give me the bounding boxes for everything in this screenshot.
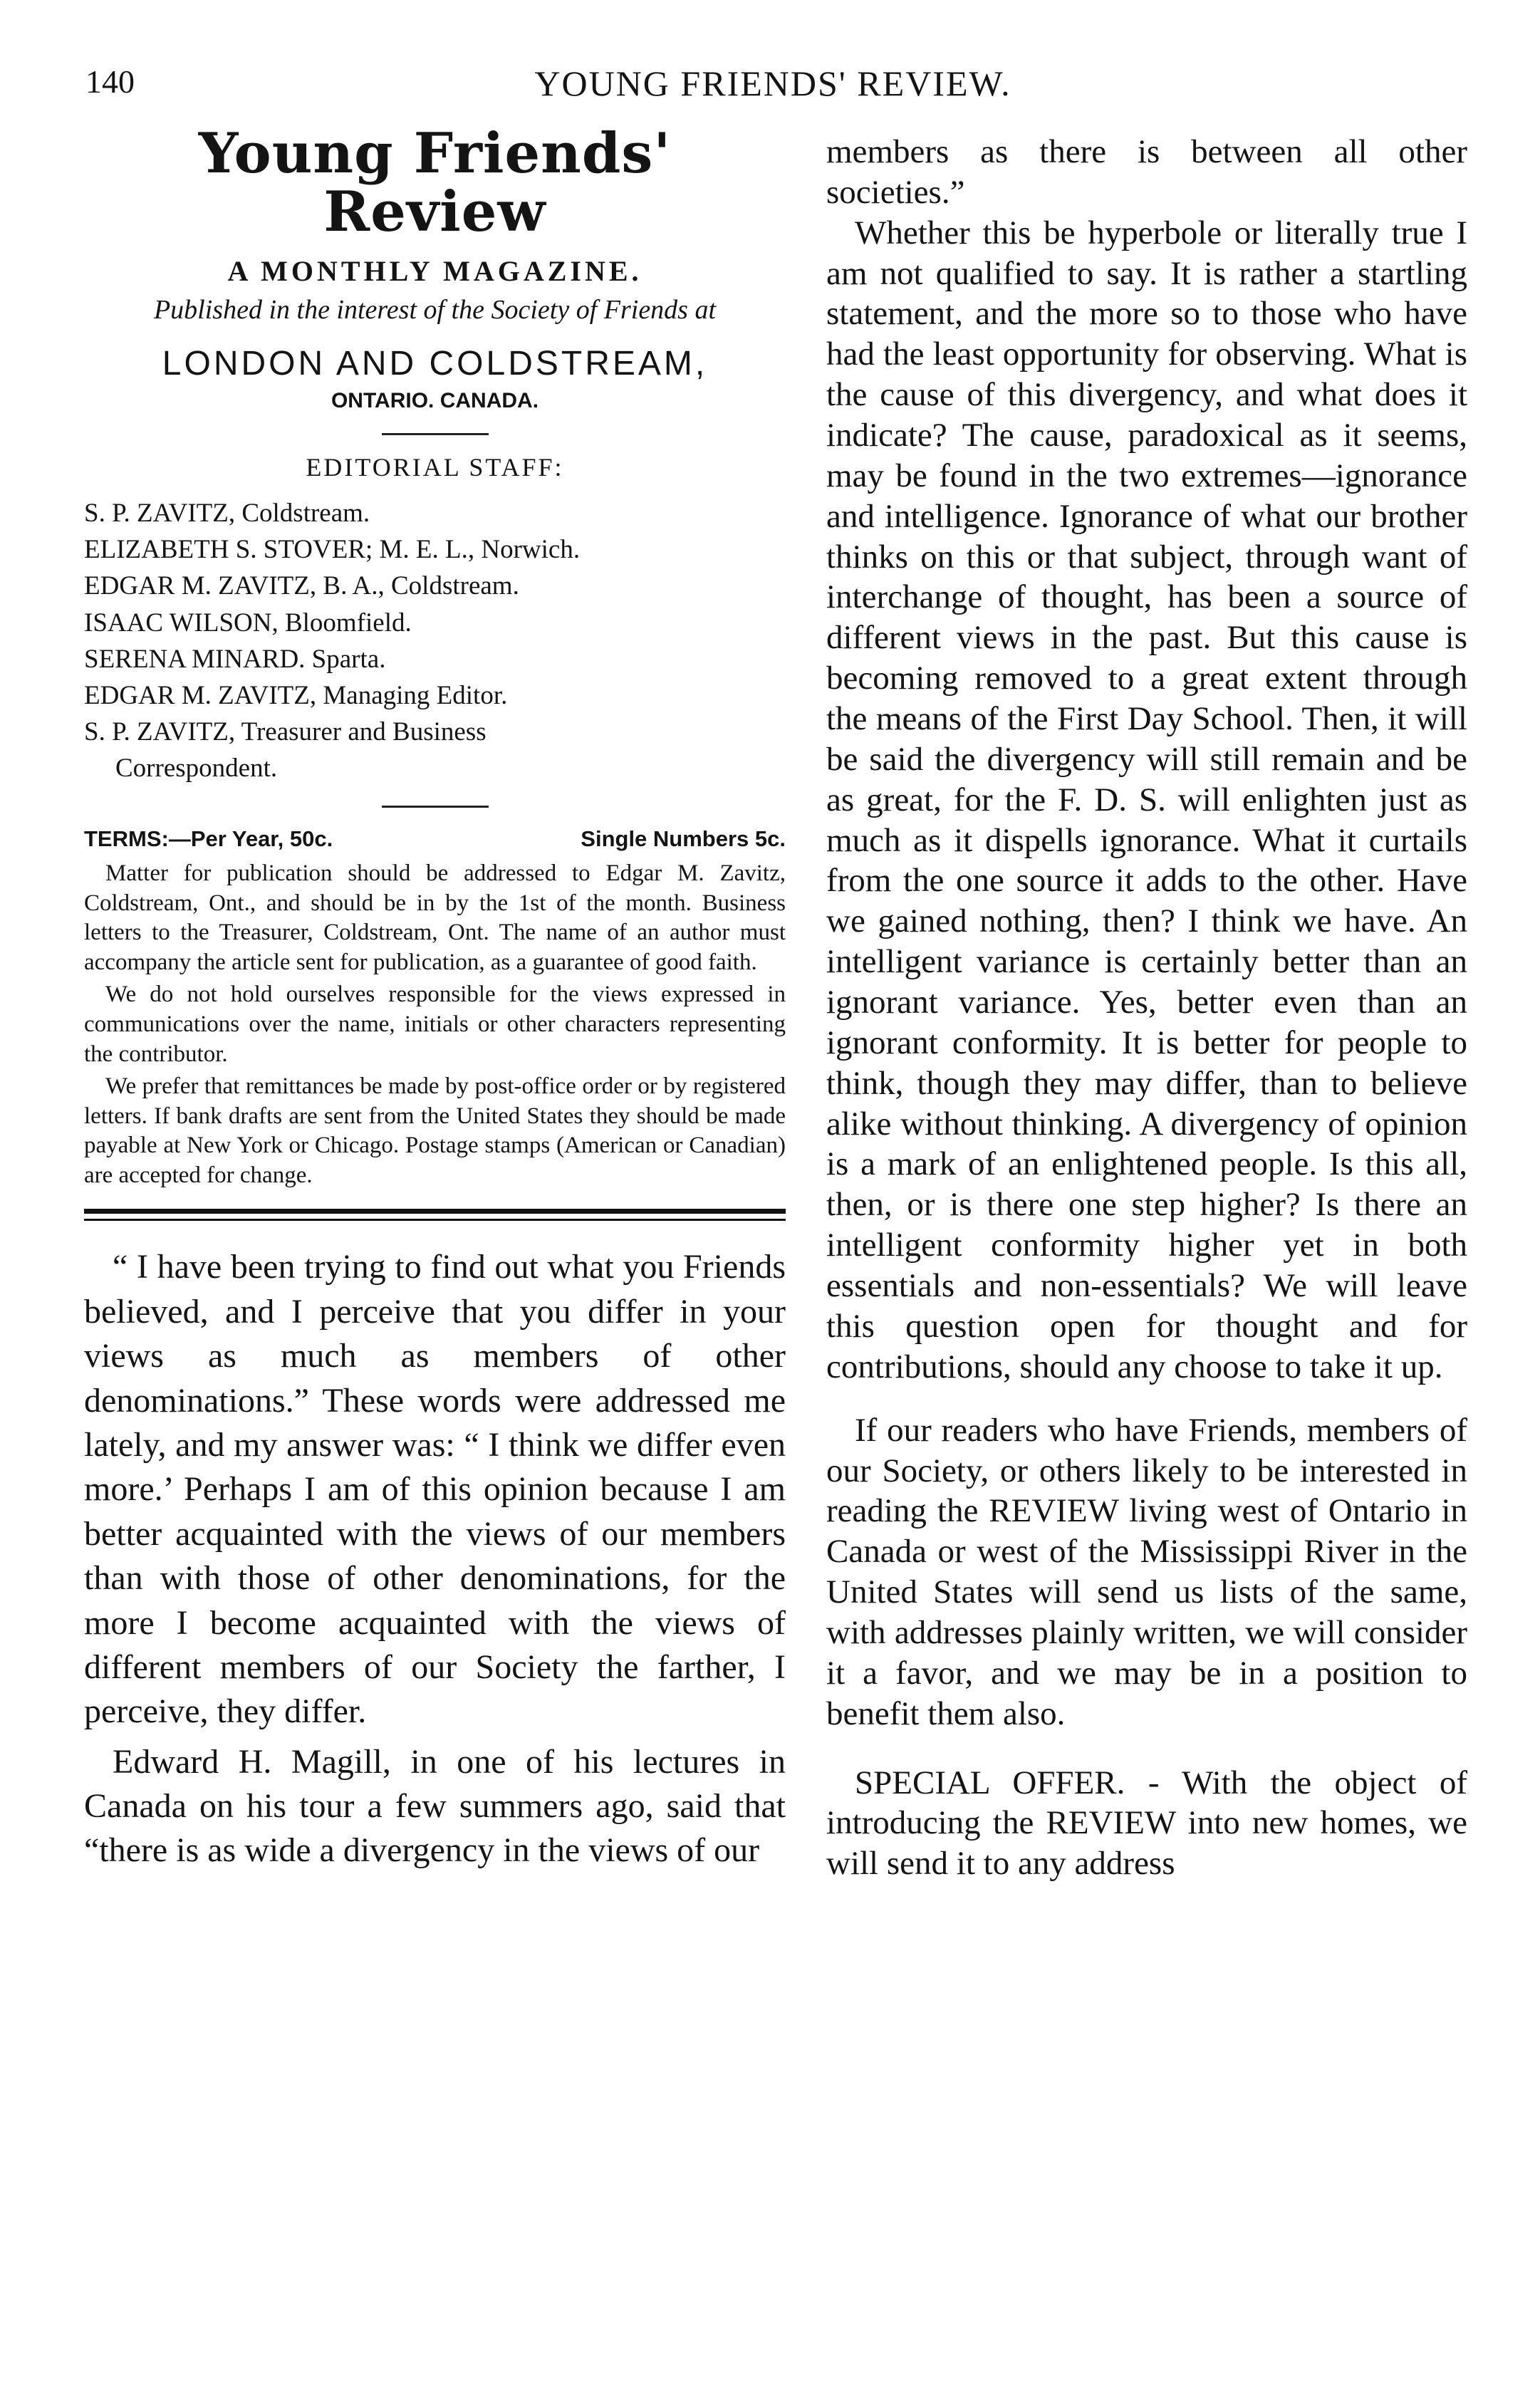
- staff-member: ELIZABETH S. STOVER; M. E. L., Norwich.: [84, 535, 581, 565]
- body-paragraph: members as there is between all other societies.”: [826, 133, 1467, 211]
- masthead-title: Young Friends' Review: [198, 121, 672, 244]
- terms-per-year: TERMS:—Per Year, 50c.: [84, 826, 333, 852]
- section-divider: [84, 1209, 786, 1221]
- staff-member: EDGAR M. ZAVITZ, B. A., Coldstream.: [84, 571, 519, 601]
- masthead-country: ONTARIO. CANADA.: [331, 389, 539, 413]
- staff-member: Correspondent.: [115, 753, 278, 783]
- divider: [382, 433, 489, 435]
- staff-member: EDGAR M. ZAVITZ, Managing Editor.: [84, 680, 508, 710]
- staff-heading: EDITORIAL STAFF:: [306, 453, 564, 482]
- left-column: [84, 118, 786, 2361]
- divider: [382, 806, 489, 808]
- special-offer-paragraph: SPECIAL OFFER. - With the object of introducing the REVIEW into new homes, we will send it to any address: [826, 1764, 1467, 1883]
- terms-single: Single Numbers 5c.: [581, 826, 786, 852]
- masthead-subtitle: A MONTHLY MAGAZINE.: [227, 254, 642, 287]
- running-title: YOUNG FRIENDS' REVIEW.: [534, 63, 1011, 103]
- running-head: [85, 63, 1460, 113]
- body-paragraph: “ I have been trying to find out what you Friends believed, and I perceive that you differ in your views as much as members of other denominations.” These words were addressed me lately, and my answer was: “ I think we differ even more.’ Perhaps I am of this opinion because I am better acquainted with the views of our members than with those of other denominations, for the more I become acquainted with the views of different members of our Society the farther, I perceive, they differ.: [84, 1248, 786, 1731]
- page-number: 140: [85, 63, 135, 100]
- notice-paragraph: We prefer that remittances be made by post-office order or by registered letters. If bank drafts are sent from the United States they should be made payable at New York or Chicago. Postage stamps (American or Canadian) are accepted for change.: [84, 1073, 786, 1188]
- masthead-place: LONDON AND COLDSTREAM,: [162, 345, 708, 383]
- right-column: [826, 132, 1467, 2361]
- notice-paragraph: Matter for publication should be addressed to Edgar M. Zavitz, Coldstream, Ont., and should be in by the 1st of the month. Business letters to the Treasurer, Coldstream, Ont. The name of an author must accompany the article sent for publication, as a guarantee of good faith.: [84, 860, 786, 975]
- staff-member: ISAAC WILSON, Bloomfield.: [84, 608, 412, 637]
- notice-paragraph: We do not hold ourselves responsible for the views expressed in communications over the name, initials or other characters representing the contributor.: [84, 982, 786, 1067]
- body-paragraph: If our readers who have Friends, members of our Society, or others likely to be interested in reading the REVIEW living west of Ontario in Canada or west of the Mississippi River in the United States will send us lists of the same, with addresses plainly written, we will consider it a favor, and we may be in a position to benefit them also.: [826, 1411, 1467, 1732]
- staff-member: SERENA MINARD. Sparta.: [84, 644, 386, 674]
- staff-member: S. P. ZAVITZ, Coldstream.: [84, 499, 370, 529]
- masthead-published: Published in the interest of the Society of Friends at: [153, 294, 717, 325]
- body-paragraph: Edward H. Magill, in one of his lectures in Canada on his tour a few summers ago, said that “there is as wide a divergency in the views of our: [84, 1742, 786, 1870]
- body-paragraph: Whether this be hyperbole or literally true I am not qualified to say. It is rather a startling statement, and the more so to those who have had the least opportunity for observing. What is the cause of this divergency, and what does it indicate? The cause, paradoxical as it seems, may be found in the two extremes—ignorance and intelligence. Ignorance of what our brother thinks on this or that subject, through want of interchange of thought, has been a source of different views in the past. But this cause is becoming removed to a great extent through the means of the First Day School. Then, it will be said the divergency will still remain and be as great, for the F. D. S. will enlighten just as much as it dispells ignorance. What it curtails from the one source it adds to the other. Have we gained nothing, then? I think we have. An intelligent variance is certainly better than an ignorant variance. Yes, better even than an ignorant conformity. It is better for people to think, though they may differ, than to believe alike without thinking. A divergency of opinion is a mark of an enlightened people. Is this all, then, or is there one step higher? Is there an intelligent conformity higher yet in both essentials and non-essentials? We will leave this question open for thought and for contributions, should any choose to take it up.: [826, 214, 1467, 1385]
- terms-line: [84, 826, 786, 852]
- staff-member: S. P. ZAVITZ, Treasurer and Business: [84, 717, 487, 746]
